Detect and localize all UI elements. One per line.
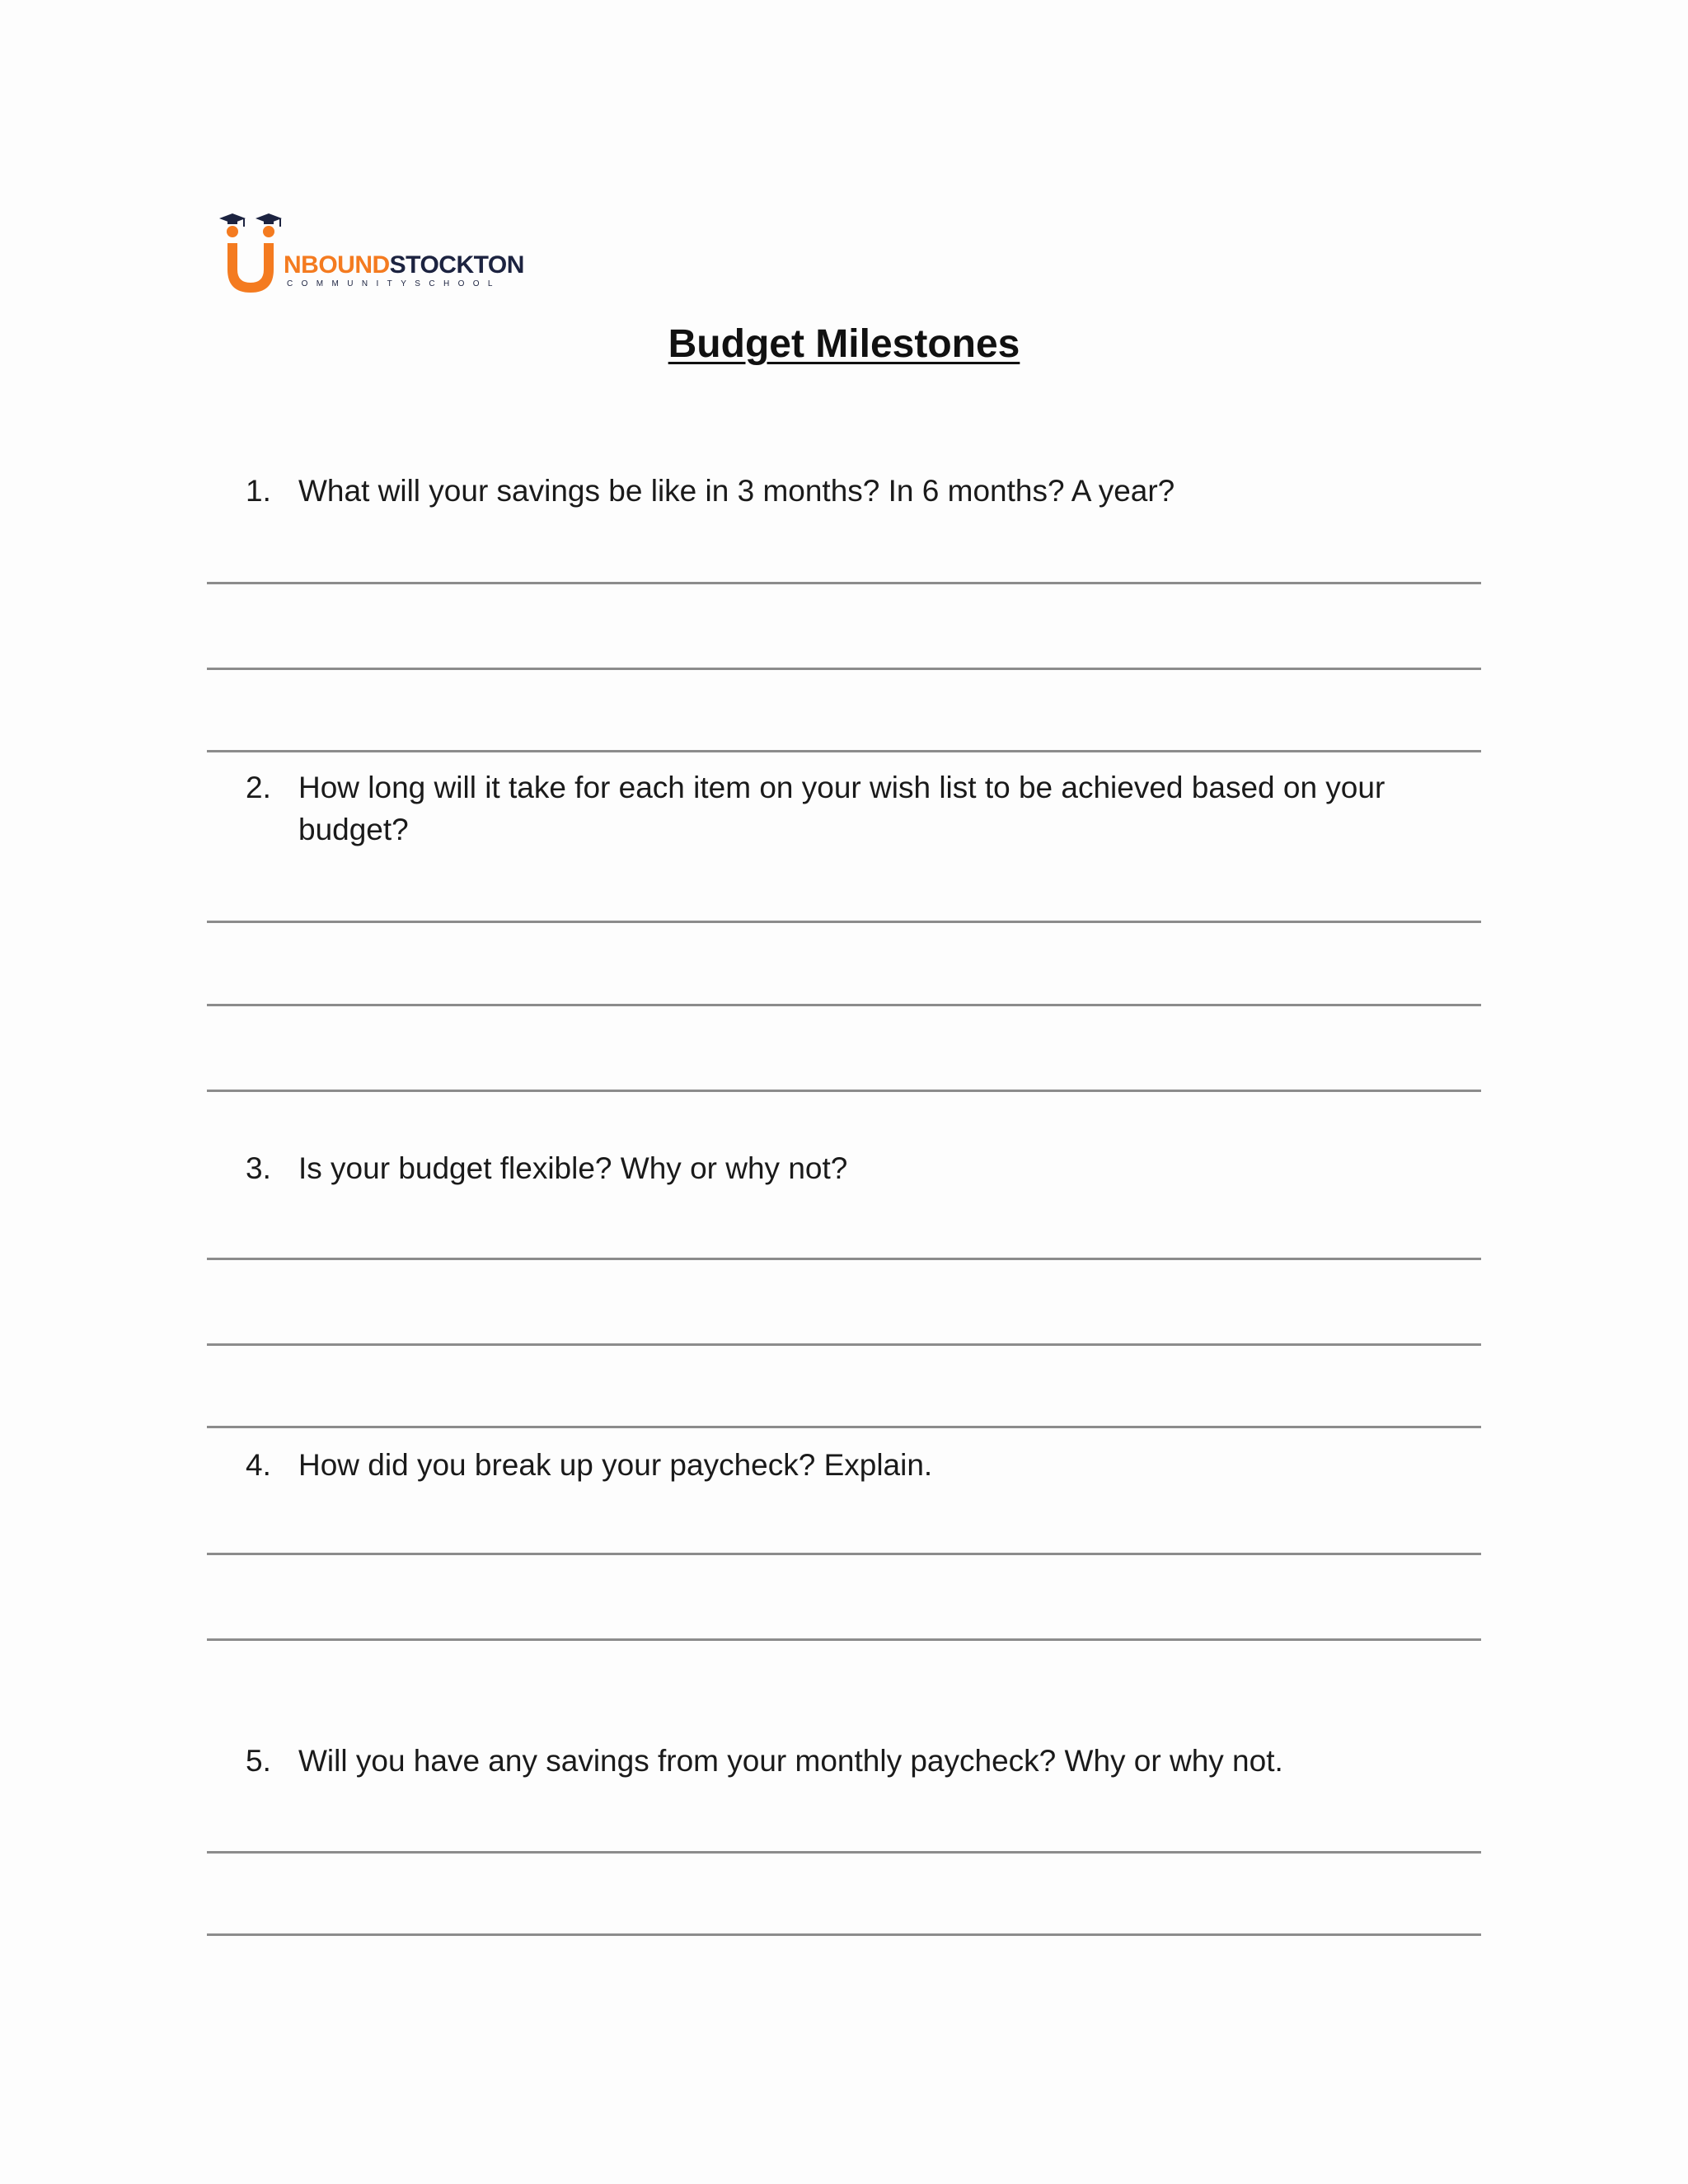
question-3: [246, 1147, 1449, 1189]
answer-line[interactable]: [207, 582, 1481, 584]
question-text: How long will it take for each item on your wish list to be achieved based on your budget?: [298, 771, 1386, 846]
question-5: [246, 1740, 1449, 1782]
answer-line[interactable]: [207, 1933, 1481, 1936]
question-number: 4.: [246, 1448, 271, 1482]
answer-line[interactable]: [207, 1343, 1481, 1346]
question-text: Is your budget flexible? Why or why not?: [298, 1151, 848, 1185]
answer-line[interactable]: [207, 1553, 1481, 1555]
answer-line[interactable]: [207, 921, 1481, 923]
question-1: [246, 470, 1449, 512]
logo-graduates-icon: [216, 210, 290, 301]
unbound-stockton-logo: [216, 210, 529, 309]
answer-line[interactable]: [207, 1638, 1481, 1641]
answer-line[interactable]: [207, 1258, 1481, 1260]
answer-line[interactable]: [207, 1426, 1481, 1428]
question-number: 3.: [246, 1151, 271, 1185]
question-4: [246, 1444, 1449, 1486]
question-text: What will your savings be like in 3 months? In 6 months? A year?: [298, 474, 1175, 508]
page-title: Budget Milestones: [668, 322, 1020, 366]
answer-line[interactable]: [207, 1851, 1481, 1854]
answer-line[interactable]: [207, 1004, 1481, 1006]
question-number: 5.: [246, 1744, 271, 1778]
question-text: How did you break up your paycheck? Explain.: [298, 1448, 933, 1482]
answer-line[interactable]: [207, 750, 1481, 752]
answer-line[interactable]: [207, 1090, 1481, 1092]
question-2: [246, 766, 1449, 851]
question-text: Will you have any savings from your monthly paycheck? Why or why not.: [298, 1744, 1283, 1778]
logo-wordmark: NBOUNDSTOCKTON: [284, 251, 524, 279]
logo-subtitle: COMMUNITYSCHOOL: [287, 279, 501, 288]
answer-line[interactable]: [207, 668, 1481, 670]
question-number: 2.: [246, 771, 271, 804]
question-number: 1.: [246, 474, 271, 508]
